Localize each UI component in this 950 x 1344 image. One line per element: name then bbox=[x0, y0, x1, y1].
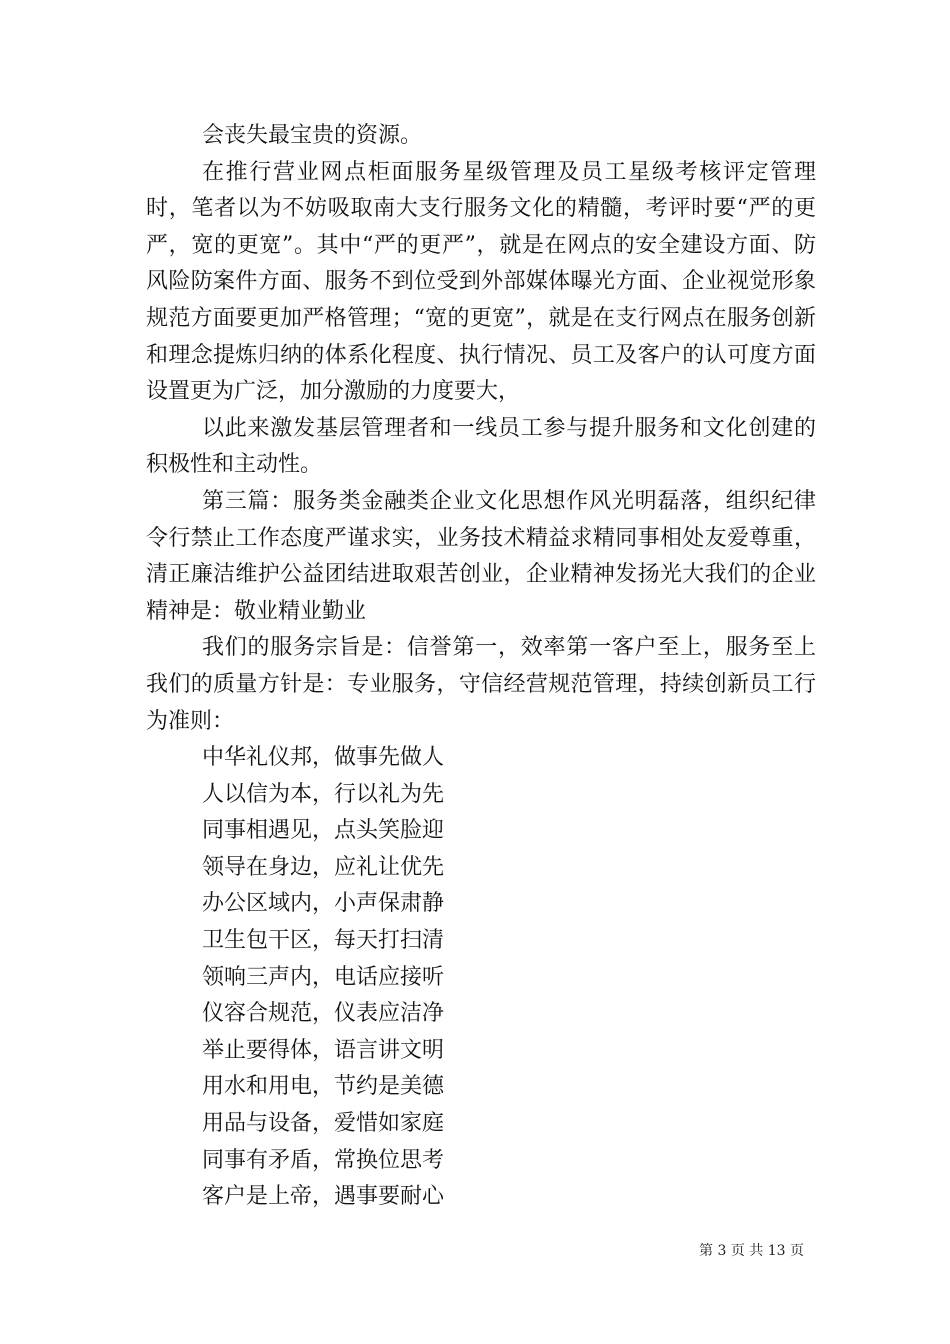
verse-line: 领导在身边，应礼让优先 bbox=[202, 854, 445, 880]
verse-line: 用品与设备，爱惜如家庭 bbox=[202, 1111, 445, 1137]
paragraph: 以此来激发基层管理者和一线员工参与提升服务和文化创建的积极性和主动性。 bbox=[146, 415, 816, 478]
verse-line: 客户是上帝，遇事要耐心 bbox=[202, 1184, 445, 1210]
paragraph: 第三篇：服务类金融类企业文化思想作风光明磊落，组织纪律令行禁止工作态度严谨求实，业务技术精益求精同事相处友爱尊重，清正廉洁维护公益团结进取艰苦创业，企业精神发扬光大我们的企业精神是：敬业精业勤业 bbox=[146, 488, 816, 624]
verse-line: 中华礼仪邦，做事先做人 bbox=[202, 745, 445, 771]
verse-line: 同事有矛盾，常换位思考 bbox=[202, 1147, 445, 1173]
paragraph: 我们的服务宗旨是：信誉第一，效率第一客户至上，服务至上我们的质量方针是：专业服务，守信经营规范管理，持续创新员工行为准则： bbox=[146, 635, 816, 734]
verse-line: 举止要得体，语言讲文明 bbox=[202, 1037, 445, 1063]
paragraph: 在推行营业网点柜面服务星级管理及员工星级考核评定管理时，笔者以为不妨吸取南大支行服务文化的精髓，考评时要“严的更严，宽的更宽”。其中“严的更严”，就是在网点的安全建设方面、防风险防案件方面、服务不到位受到外部媒体曝光方面、企业视觉形象规范方面要更加严格管理；“宽的更宽”，就是在支行网点在服务创新和理念提炼归纳的体系化程度、执行情况、员工及客户的认可度方面设置更为广泛，加分激励的力度要大， bbox=[146, 159, 816, 405]
verse-line: 用水和用电，节约是美德 bbox=[202, 1074, 445, 1100]
page-number: 第 3 页 共 13 页 bbox=[699, 1243, 804, 1259]
verse-line: 办公区域内，小声保肃静 bbox=[202, 891, 445, 917]
verse-line: 人以信为本，行以礼为先 bbox=[202, 781, 445, 807]
verse-line: 卫生包干区，每天打扫清 bbox=[202, 928, 445, 954]
paragraph: 会丧失最宝贵的资源。 bbox=[202, 123, 423, 148]
document-body bbox=[146, 118, 816, 1216]
verse-line: 仪容合规范，仪表应洁净 bbox=[202, 1001, 445, 1027]
verse-line: 领响三声内，电话应接听 bbox=[202, 964, 445, 990]
verse-line: 同事相遇见，点头笑脸迎 bbox=[202, 818, 445, 844]
